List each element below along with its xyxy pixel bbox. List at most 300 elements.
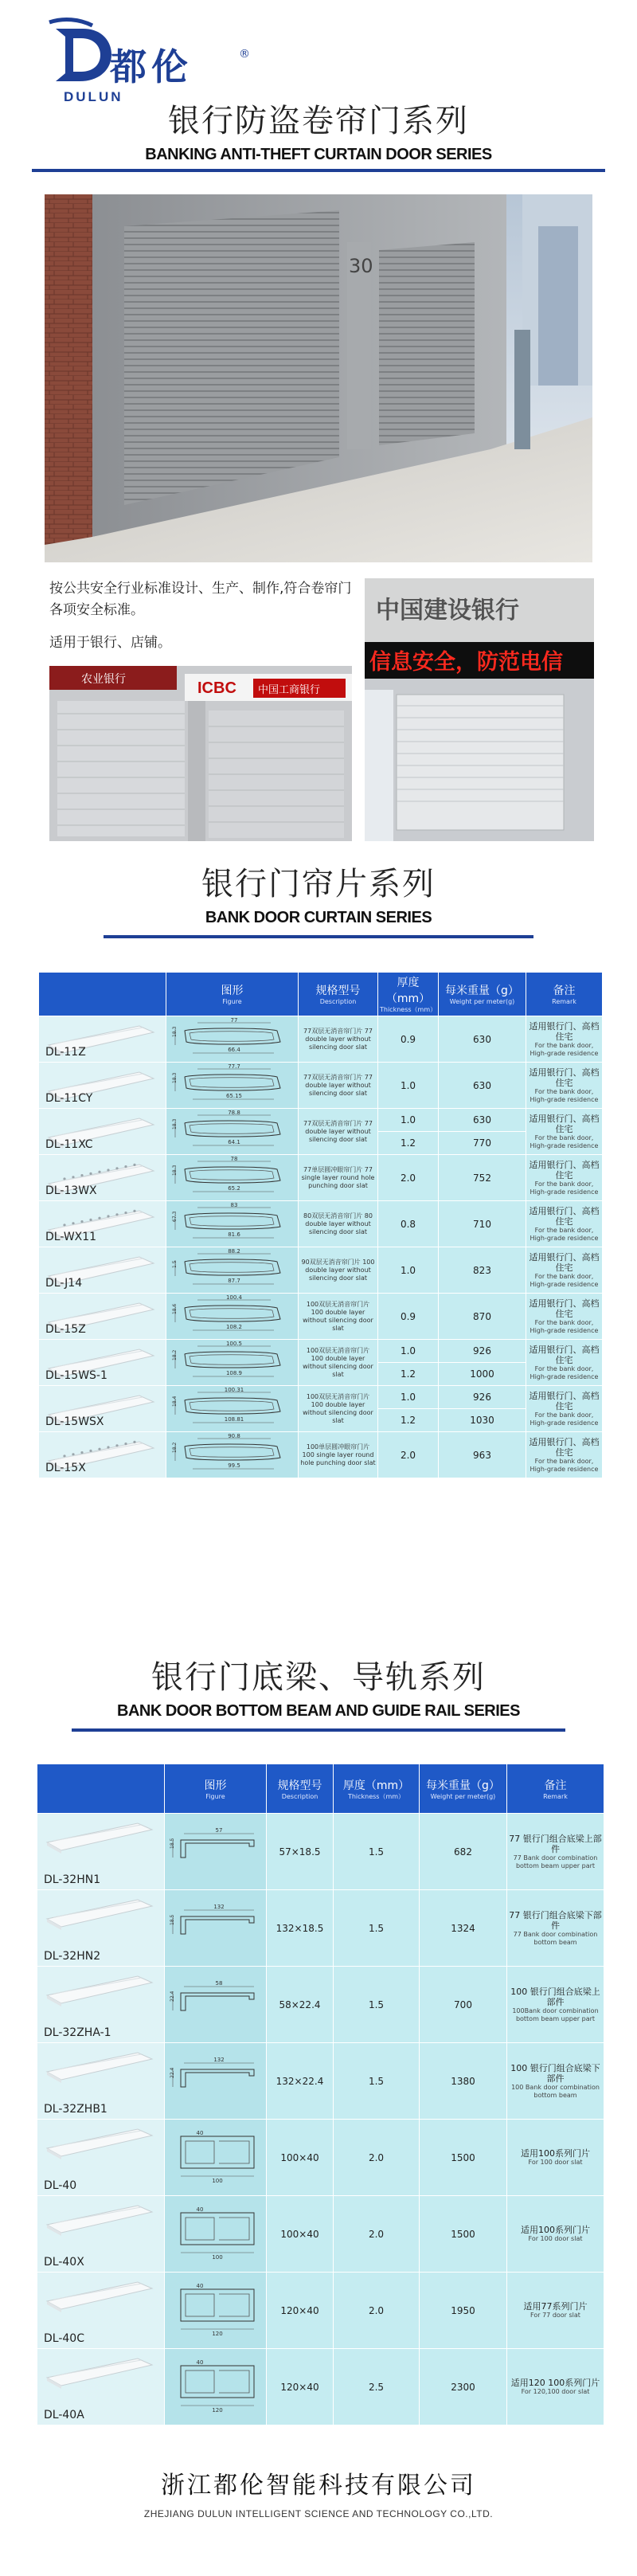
product-thickness: 1.5 <box>334 1814 420 1890</box>
bank3-sign: 中国建设银行 <box>376 597 519 624</box>
product-description: 77双层无消音帘门片 77 double layer without silencing door slat <box>299 1063 378 1109</box>
svg-text:18.3: 18.3 <box>171 1026 178 1037</box>
remark-cn: 77 银行门组合底梁下部件 <box>509 1909 602 1931</box>
product-thumbnail-icon <box>42 2124 154 2159</box>
product-figure <box>166 1386 299 1432</box>
svg-text:22.4: 22.4 <box>170 2067 175 2078</box>
product-spec: 58×22.4 <box>267 1967 334 2043</box>
building-photo-illustration <box>45 194 592 562</box>
product-thumbnail-icon <box>42 2048 154 2083</box>
svg-text:18.2: 18.2 <box>171 1442 178 1453</box>
product-thumbnail-icon <box>42 2277 154 2312</box>
product-code: DL-15WSX <box>45 1415 104 1428</box>
product-image <box>37 1967 165 2043</box>
svg-text:77: 77 <box>230 1018 237 1024</box>
product-thickness: 1.2 <box>378 1409 439 1432</box>
product-figure <box>166 1247 299 1294</box>
product-remark <box>507 1967 604 2043</box>
product-weight: 870 <box>439 1294 526 1340</box>
product-spec: 120×40 <box>267 2273 334 2349</box>
slat-section-drawing <box>169 1341 296 1381</box>
bank1-sign: 农业银行 <box>81 673 126 686</box>
remark-en: For 77 door slat <box>530 2312 580 2319</box>
svg-text:100: 100 <box>212 2254 223 2261</box>
slat-section-drawing <box>169 1249 296 1289</box>
remark-cn: 适用银行门、高档住宅 <box>529 1159 600 1180</box>
product-image <box>37 2043 165 2120</box>
product-weight: 630 <box>439 1016 526 1063</box>
product-code: DL-J14 <box>45 1277 83 1290</box>
svg-text:77.7: 77.7 <box>227 1064 240 1070</box>
section1-title-en: BANKING ANTI-THEFT CURTAIN DOOR SERIES <box>145 146 492 163</box>
svg-text:100: 100 <box>212 2178 223 2184</box>
product-remark <box>526 1340 603 1386</box>
remark-en: 100 Bank door combination bottom beam <box>511 2083 600 2099</box>
svg-text:90.8: 90.8 <box>227 1434 240 1439</box>
remark-cn: 100 银行门组合底梁上部件 <box>510 1986 600 2007</box>
table-row <box>37 2273 604 2349</box>
table-row <box>37 2043 604 2120</box>
remark-cn: 适用银行门、高档住宅 <box>529 1113 600 1134</box>
product-code: DL-40X <box>44 2256 84 2269</box>
remark-cn: 适用银行门、高档住宅 <box>529 1205 600 1227</box>
svg-text:18.5: 18.5 <box>170 1914 175 1925</box>
product-weight: 682 <box>420 1814 507 1890</box>
product-thickness: 2.0 <box>334 2196 420 2273</box>
product-weight: 1500 <box>420 2120 507 2196</box>
intro-text <box>49 578 360 665</box>
remark-en: For 100 door slat <box>528 2159 583 2166</box>
product-figure <box>165 2120 267 2196</box>
remark-en: For the bank door, High-grade residence <box>530 1133 599 1149</box>
svg-text:18.2: 18.2 <box>171 1349 178 1360</box>
svg-text:58: 58 <box>215 1980 223 1987</box>
product-image <box>39 1247 166 1294</box>
svg-text:100.4: 100.4 <box>225 1295 242 1301</box>
remark-cn: 适用120 100系列门片 <box>510 2378 600 2388</box>
svg-text:40: 40 <box>196 2130 204 2136</box>
product-remark <box>507 2196 604 2273</box>
product-thumbnail-icon <box>42 1818 154 1854</box>
svg-text:18.4: 18.4 <box>171 1396 178 1407</box>
product-code: DL-32ZHA-1 <box>44 2026 111 2039</box>
product-description: 77双层无消音帘门片 77 double layer without silencing door slat <box>299 1109 378 1155</box>
product-remark <box>526 1063 603 1109</box>
product-figure <box>166 1016 299 1063</box>
brand-name-cn: 都伦 <box>110 45 193 88</box>
svg-text:120: 120 <box>212 2407 223 2414</box>
product-image <box>39 1109 166 1155</box>
section1-rule <box>32 169 605 172</box>
product-figure <box>166 1063 299 1109</box>
section3-title-en: BANK DOOR BOTTOM BEAM AND GUIDE RAIL SERIES <box>117 1702 520 1720</box>
remark-cn: 100 银行门组合底梁下部件 <box>510 2062 600 2084</box>
product-thickness: 1.5 <box>334 1967 420 2043</box>
product-weight: 926 <box>439 1386 526 1409</box>
product-spec: 132×22.4 <box>267 2043 334 2120</box>
product-image <box>37 2196 165 2273</box>
table-row <box>37 2196 604 2273</box>
slat-section-drawing <box>169 1388 296 1427</box>
slat-section-drawing <box>169 1064 296 1104</box>
remark-en: For the bank door, High-grade residence <box>530 1318 599 1334</box>
company-name-cn: 浙江都伦智能科技有限公司 <box>161 2472 476 2500</box>
dulun-logo-icon <box>48 18 116 86</box>
col-remark-header: 备注 Remark <box>526 973 603 1016</box>
product-weight: 1500 <box>420 2196 507 2273</box>
product-code: DL-32ZHB1 <box>44 2103 107 2116</box>
product-thickness: 1.5 <box>334 1890 420 1967</box>
product-figure <box>166 1109 299 1155</box>
table-row <box>39 1340 603 1363</box>
product-spec: 100×40 <box>267 2120 334 2196</box>
product-figure <box>165 1814 267 1890</box>
svg-text:132: 132 <box>213 2057 225 2063</box>
rail-section-drawing <box>166 2128 265 2184</box>
svg-text:18.3: 18.3 <box>171 1165 178 1176</box>
svg-text:88.2: 88.2 <box>227 1249 240 1255</box>
product-figure <box>165 2273 267 2349</box>
table-row <box>39 1201 603 1247</box>
product-image <box>37 1814 165 1890</box>
table-row <box>37 1967 604 2043</box>
svg-text:40: 40 <box>196 2206 204 2213</box>
brand-name-en: DULUN <box>64 89 123 104</box>
product-thickness: 2.0 <box>378 1432 439 1478</box>
remark-en: For 120,100 door slat <box>521 2388 590 2395</box>
product-image <box>37 2273 165 2349</box>
remark-en: 100Bank door combination bottom beam upper part <box>512 2006 599 2022</box>
slat-section-drawing <box>169 1110 296 1150</box>
product-thickness: 0.9 <box>378 1016 439 1063</box>
product-code: DL-13WX <box>45 1184 97 1197</box>
product-weight: 1030 <box>439 1409 526 1432</box>
product-description: 77双层无消音帘门片 77 double layer without silencing door slat <box>299 1016 378 1063</box>
section3-rule <box>72 1728 565 1732</box>
svg-text:66.4: 66.4 <box>227 1047 240 1053</box>
svg-text:81.6: 81.6 <box>227 1231 240 1238</box>
product-thumbnail-icon <box>42 2354 154 2389</box>
product-figure <box>165 1890 267 1967</box>
product-code: DL-11XC <box>45 1138 93 1151</box>
product-weight: 1000 <box>439 1363 526 1386</box>
product-remark <box>526 1247 603 1294</box>
table-row <box>39 1063 603 1109</box>
product-remark <box>507 1814 604 1890</box>
slat-section-drawing <box>169 1434 296 1474</box>
product-figure <box>166 1340 299 1386</box>
col-image-header <box>39 973 166 1016</box>
bank2-sign-cn: 中国工商银行 <box>258 684 321 696</box>
led-text: 信息安全，防范电信 <box>369 650 563 675</box>
product-code: DL-15WS-1 <box>45 1369 107 1382</box>
product-image <box>39 1063 166 1109</box>
product-weight: 926 <box>439 1340 526 1363</box>
svg-text:108.9: 108.9 <box>225 1370 242 1376</box>
col2-thickness-header: 厚度（mm） Thickness（mm） <box>334 1764 420 1814</box>
col2-image-header <box>37 1764 165 1814</box>
beam-rail-table <box>37 1764 604 2425</box>
product-figure <box>166 1294 299 1340</box>
product-remark <box>526 1432 603 1478</box>
remark-cn: 适用100系列门片 <box>521 2148 590 2159</box>
product-thickness: 1.2 <box>378 1363 439 1386</box>
product-code: DL-32HN1 <box>44 1873 101 1886</box>
remark-en: For 100 door slat <box>528 2235 583 2242</box>
product-weight: 823 <box>439 1247 526 1294</box>
product-description: 100双层无消音帘门片 100 double layer without silencing door slat <box>299 1340 378 1386</box>
product-remark <box>526 1109 603 1155</box>
product-image <box>39 1386 166 1432</box>
product-thickness: 1.0 <box>378 1109 439 1132</box>
product-code: DL-11CY <box>45 1092 93 1105</box>
product-figure <box>166 1432 299 1478</box>
slat-section-drawing <box>169 1018 296 1058</box>
led-bank-photo <box>365 578 594 841</box>
product-image <box>39 1432 166 1478</box>
remark-en: For the bank door, High-grade residence <box>530 1180 599 1196</box>
remark-cn: 适用银行门、高档住宅 <box>529 1020 600 1042</box>
svg-text:65.2: 65.2 <box>227 1185 240 1192</box>
product-remark <box>507 2349 604 2425</box>
product-remark <box>507 2273 604 2349</box>
product-thickness: 1.2 <box>378 1132 439 1155</box>
product-remark <box>507 2043 604 2120</box>
svg-text:108.81: 108.81 <box>224 1416 244 1423</box>
product-spec: 57×18.5 <box>267 1814 334 1890</box>
rail-section-drawing <box>166 1899 265 1955</box>
product-weight: 1950 <box>420 2273 507 2349</box>
svg-text:100.31: 100.31 <box>224 1388 244 1393</box>
product-description: 100双层无消音帘门片 100 double layer without silencing door slat <box>299 1386 378 1432</box>
section2-rule <box>104 935 533 938</box>
table-row <box>39 1294 603 1340</box>
product-weight: 963 <box>439 1432 526 1478</box>
product-figure <box>165 2196 267 2273</box>
product-code: DL-40C <box>44 2332 84 2345</box>
svg-text:99.5: 99.5 <box>227 1462 240 1469</box>
remark-en: For the bank door, High-grade residence <box>530 1364 599 1380</box>
slat-section-drawing <box>169 1157 296 1196</box>
product-thickness: 2.0 <box>378 1155 439 1201</box>
product-thickness: 1.0 <box>378 1063 439 1109</box>
section3-title-cn: 银行门底梁、导轨系列 <box>151 1659 486 1696</box>
svg-text:40: 40 <box>196 2359 204 2366</box>
slat-section-drawing <box>169 1203 296 1243</box>
product-image <box>37 2349 165 2425</box>
section1-title-cn: 银行防盗卷帘门系列 <box>168 103 469 139</box>
remark-cn: 适用银行门、高档住宅 <box>529 1436 600 1458</box>
svg-text:67.3: 67.3 <box>171 1211 178 1222</box>
product-spec: 120×40 <box>267 2349 334 2425</box>
svg-text:78.8: 78.8 <box>227 1110 240 1116</box>
product-thickness: 2.0 <box>334 2273 420 2349</box>
svg-text:65.15: 65.15 <box>225 1093 242 1099</box>
product-description: 90双层无消音帘门片 100 double layer without silencing door slat <box>299 1247 378 1294</box>
product-thickness: 1.0 <box>378 1386 439 1409</box>
product-remark <box>507 2120 604 2196</box>
company-name-en: ZHEJIANG DULUN INTELLIGENT SCIENCE AND TECHNOLOGY CO.,LTD. <box>143 2508 494 2519</box>
remark-cn: 适用银行门、高档住宅 <box>529 1298 600 1319</box>
product-description: 100单层圆冲眼帘门片 100 single layer round hole punching door slat <box>299 1432 378 1478</box>
shop-front-photo <box>49 666 352 841</box>
remark-cn: 适用银行门、高档住宅 <box>529 1067 600 1088</box>
svg-text:87.7: 87.7 <box>227 1278 240 1284</box>
svg-text:83: 83 <box>230 1203 237 1208</box>
svg-text:40: 40 <box>196 2283 204 2289</box>
col2-remark-header: 备注 Remark <box>507 1764 604 1814</box>
table-row <box>37 1814 604 1890</box>
table-row <box>39 1386 603 1409</box>
product-thickness: 0.8 <box>378 1201 439 1247</box>
rail-section-drawing <box>166 1822 265 1878</box>
product-thumbnail-icon <box>42 2201 154 2236</box>
col-model-header: 规格型号 Description <box>299 973 378 1016</box>
brand-logo <box>48 18 250 105</box>
svg-text:108.2: 108.2 <box>225 1324 242 1330</box>
rail-section-drawing <box>166 2052 265 2108</box>
remark-en: For the bank door, High-grade residence <box>530 1272 599 1288</box>
product-remark <box>526 1201 603 1247</box>
col-weight-header: 每米重量（g） Weight per meter(g) <box>439 973 526 1016</box>
product-code: DL-WX11 <box>45 1231 97 1243</box>
intro-line2: 适用于银行、店铺。 <box>49 635 171 651</box>
product-remark <box>526 1386 603 1432</box>
product-thickness: 2.5 <box>334 2349 420 2425</box>
section3-title <box>0 1652 637 1732</box>
product-image <box>39 1340 166 1386</box>
product-weight: 710 <box>439 1201 526 1247</box>
product-code: DL-15X <box>45 1462 86 1474</box>
svg-text:1.5: 1.5 <box>171 1260 178 1268</box>
table-row <box>39 1432 603 1478</box>
col2-weight-header: 每米重量（g） Weight per meter(g) <box>420 1764 507 1814</box>
section1-title <box>0 96 637 164</box>
footer <box>0 2465 637 2519</box>
slat-section-drawing <box>169 1295 296 1335</box>
rail-section-drawing <box>166 2358 265 2414</box>
svg-text:18.3: 18.3 <box>171 1118 178 1129</box>
product-code: DL-15Z <box>45 1323 86 1336</box>
product-description: 100双层无消音帘门片 100 double layer without silencing door slat <box>299 1294 378 1340</box>
section2-title-cn: 银行门帘片系列 <box>201 866 436 902</box>
rail-section-drawing <box>166 2281 265 2337</box>
remark-cn: 77 银行门组合底梁上部件 <box>509 1833 602 1854</box>
product-image <box>39 1294 166 1340</box>
product-weight: 630 <box>439 1109 526 1132</box>
section2-title-en: BANK DOOR CURTAIN SERIES <box>205 909 432 926</box>
svg-text:18.3: 18.3 <box>171 1072 178 1083</box>
section2-title <box>0 859 637 938</box>
table-row <box>39 1016 603 1063</box>
bank2-sign-en: ICBC <box>197 679 236 697</box>
table-row <box>37 2349 604 2425</box>
svg-text:22.4: 22.4 <box>170 1991 175 2002</box>
rail-section-drawing <box>166 2205 265 2261</box>
col2-model-header: 规格型号 Description <box>267 1764 334 1814</box>
product-description: 77单层圆冲眼帘门片 77 single layer round hole punching door slat <box>299 1155 378 1201</box>
product-code: DL-40A <box>44 2409 84 2421</box>
product-figure <box>165 2349 267 2425</box>
svg-text:100.5: 100.5 <box>225 1341 242 1347</box>
product-weight: 752 <box>439 1155 526 1201</box>
product-spec: 132×18.5 <box>267 1890 334 1967</box>
product-thickness: 1.0 <box>378 1340 439 1363</box>
product-image <box>37 1890 165 1967</box>
product-weight: 630 <box>439 1063 526 1109</box>
product-remark <box>507 1890 604 1967</box>
remark-en: For the bank door, High-grade residence <box>530 1226 599 1242</box>
product-image <box>39 1016 166 1063</box>
product-figure <box>166 1201 299 1247</box>
building-photo <box>45 194 592 562</box>
svg-text:120: 120 <box>212 2331 223 2337</box>
product-remark <box>526 1016 603 1063</box>
product-remark <box>526 1155 603 1201</box>
table-row <box>39 1109 603 1132</box>
product-thickness: 1.0 <box>378 1247 439 1294</box>
remark-en: For the bank door, High-grade residence <box>530 1041 599 1057</box>
remark-cn: 适用银行门、高档住宅 <box>529 1390 600 1411</box>
product-thumbnail-icon <box>42 1971 154 2006</box>
product-weight: 1324 <box>420 1890 507 1967</box>
svg-text:78: 78 <box>230 1157 237 1162</box>
col2-figure-header: 图形 Figure <box>165 1764 267 1814</box>
product-weight: 770 <box>439 1132 526 1155</box>
svg-text:18.6: 18.6 <box>171 1303 178 1314</box>
product-figure <box>165 1967 267 2043</box>
product-thickness: 1.5 <box>334 2043 420 2120</box>
remark-cn: 适用77系列门片 <box>523 2301 588 2312</box>
product-thumbnail-icon <box>42 1895 154 1930</box>
remark-cn: 适用100系列门片 <box>521 2225 590 2235</box>
product-figure <box>166 1155 299 1201</box>
product-weight: 700 <box>420 1967 507 2043</box>
col-figure-header: 图形 Figure <box>166 973 299 1016</box>
svg-text:57: 57 <box>215 1827 223 1834</box>
intro-line1: 按公共安全行业标准设计、生产、制作,符合卷帘门各项安全标准。 <box>49 581 352 618</box>
product-weight: 1380 <box>420 2043 507 2120</box>
product-thickness: 0.9 <box>378 1294 439 1340</box>
remark-en: For the bank door, High-grade residence <box>530 1457 599 1473</box>
product-image <box>39 1155 166 1201</box>
col-thickness-header: 厚度（mm） Thickness（mm） <box>378 973 439 1016</box>
rail-section-drawing <box>166 1975 265 2031</box>
product-code: DL-11Z <box>45 1046 86 1059</box>
table-row <box>37 1890 604 1967</box>
product-remark <box>526 1294 603 1340</box>
remark-en: For the bank door, High-grade residence <box>530 1411 599 1427</box>
curtain-slat-table <box>38 972 603 1478</box>
product-code: DL-40 <box>44 2179 77 2192</box>
remark-en: For the bank door, High-grade residence <box>530 1087 599 1103</box>
remark-cn: 适用银行门、高档住宅 <box>529 1344 600 1365</box>
remark-en: 77 Bank door combination bottom beam <box>513 1930 598 1946</box>
product-weight: 2300 <box>420 2349 507 2425</box>
product-thickness: 2.0 <box>334 2120 420 2196</box>
table-row <box>39 1247 603 1294</box>
svg-text:64.1: 64.1 <box>227 1139 240 1145</box>
product-image <box>37 2120 165 2196</box>
product-code: DL-32HN2 <box>44 1950 101 1963</box>
product-figure <box>165 2043 267 2120</box>
brand-reg-mark: ® <box>239 48 250 61</box>
svg-text:18.5: 18.5 <box>170 1838 175 1849</box>
remark-en: 77 Bank door combination bottom beam upper part <box>513 1854 598 1869</box>
building-number: 30 <box>349 255 373 277</box>
remark-cn: 适用银行门、高档住宅 <box>529 1251 600 1273</box>
table-row <box>39 1155 603 1201</box>
